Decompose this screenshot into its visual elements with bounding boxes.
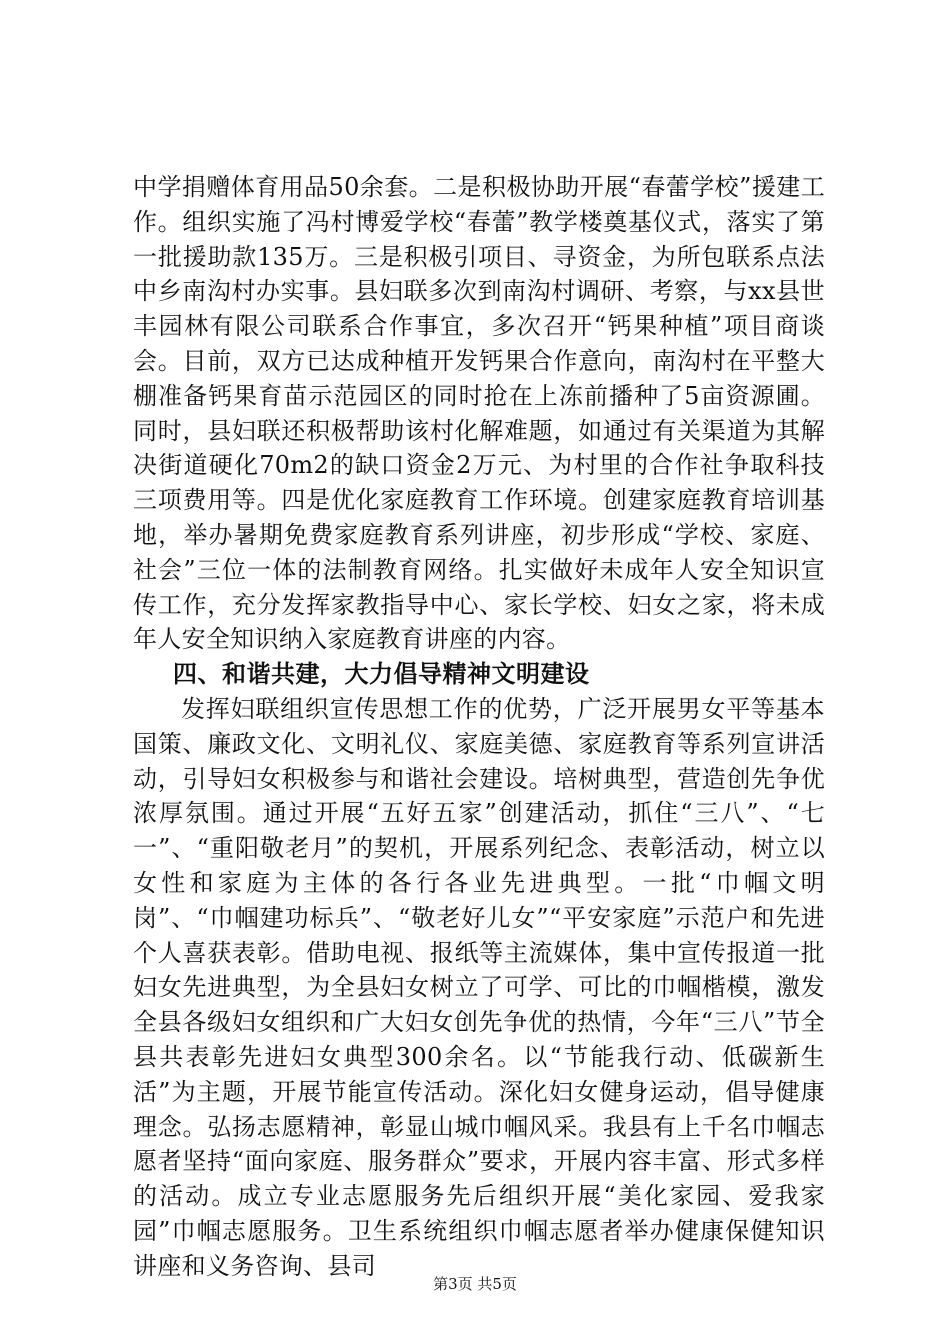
section-heading-four: 四、和谐共建，大力倡导精神文明建设 bbox=[173, 660, 590, 689]
body-paragraph-continued: 中学捐赠体育用品50余套。二是积极协助开展“春蕾学校”援建工作。组织实施了冯村博爱学校“春蕾”教学楼奠基仪式，落实了第一批援助款135万。三是积极引项目、寻资金，为所包联系点法中乡南沟村办实事。县妇联多次到南沟村调研、考察，与xx县世丰园林有限公司联系合作事宜，多次召开“钙果种植”项目商谈会。目前，双方已达成种植开发钙果合作意向，南沟村在平整大棚准备钙果育苗示范园区的同时抢在上冻前播种了5亩资源圃。同时，县妇联还积极帮助该村化解难题，如通过有关渠道为其解决街道硬化70m2的缺口资金2万元、为村里的合作社争取科技三项费用等。四是优化家庭教育工作环境。创建家庭教育培训基地，举办暑期免费家庭教育系列讲座，初步形成“学校、家庭、社会”三位一体的法制教育网络。扎实做好未成年人安全知识宣传工作，充分发挥家教指导中心、家长学校、妇女之家，将未成年人安全知识纳入家庭教育讲座的内容。 bbox=[133, 173, 825, 654]
page-footer-number: 第3页 共5页 bbox=[433, 1275, 517, 1293]
document-body bbox=[133, 170, 825, 1284]
body-paragraph-section-four: 发挥妇联组织宣传思想工作的优势，广泛开展男女平等基本国策、廉政文化、文明礼仪、家庭美德、家庭教育等系列宣讲活动，引导妇女积极参与和谐社会建设。培树典型，营造创先争优浓厚氛围。通过开展“五好五家”创建活动，抓住“三八”、“七一”、“重阳敬老月”的契机，开展系列纪念、表彰活动，树立以女性和家庭为主体的各行各业先进典型。一批“巾帼文明岗”、“巾帼建功标兵”、“敬老好儿女”“平安家庭”示范户和先进个人喜获表彰。借助电视、报纸等主流媒体，集中宣传报道一批妇女先进典型，为全县妇女树立了可学、可比的巾帼楷模，激发全县各级妇女组织和广大妇女创先争优的热情，今年“三八”节全县共表彰先进妇女典型300余名。以“节能我行动、低碳新生活”为主题，开展节能宣传活动。深化妇女健身运动，倡导健康理念。弘扬志愿精神，彰显山城巾帼风采。我县有上千名巾帼志愿者坚持“面向家庭、服务群众”要求，开展内容丰富、形式多样的活动。成立专业志愿服务先后组织开展“美化家园、爱我家园”巾帼志愿服务。卫生系统组织巾帼志愿者举办健康保健知识讲座和义务咨询、县司 bbox=[133, 694, 825, 1280]
